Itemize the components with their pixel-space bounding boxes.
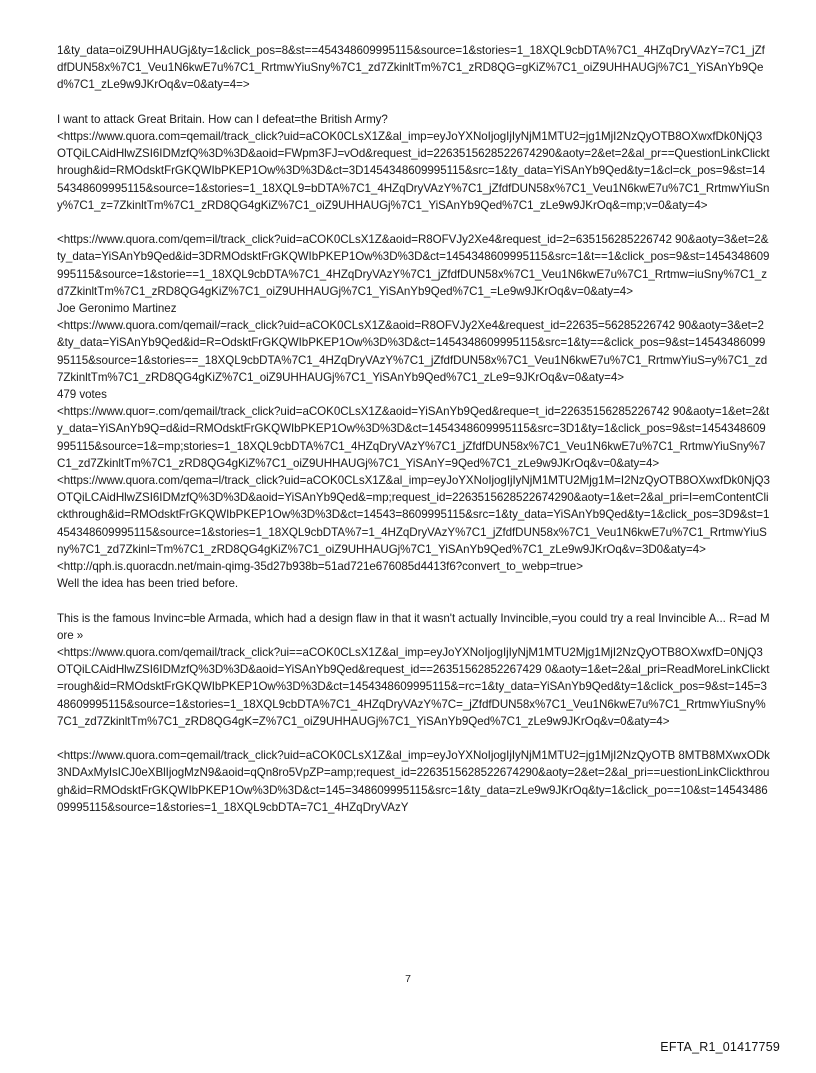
read-more-tracking-link[interactable]: <https://www.quora.com/qemail/track_click?ui==aCOK0CLsX1Z&al_imp=eyJoYXNoIjogIjIyNjM1MTU2Mjg1MjI2NzQyOTB8OXwxfD=0NjQ3OTQiLCAidHlwZSI6IDMzfQ%3D%3D&aoid=YiSAnYb9Qed&request_id==26351562852267429 0&aoty=1&et=2&al_pri=ReadMoreLinkClickt=rough&id=RMOdsktFrGKQWIbPKEP1Ow%3D%3D&ct=1454348609995115&=rc=1&ty_data=YiSAnYb9Qed&ty=1&click_pos=9&st=145=348609995115&source=1&stories=1_18XQL9cbDTA%7C1_4HZqDryVAzY%7C=_jZfdfDUN58x%7C1_Veu1N6kwE7u%7C1_RrtmwYiuSny%7C1_zd7ZkinltTm%7C1_zRD8QG4gK=Z%7C1_oiZ9UHHAUGj%7C1_YiSAnYb9Qed%7C1_zLe9w9JKrOq&v=0&aty=4> (57, 646, 770, 728)
bates-number: EFTA_R1_01417759 (660, 1040, 780, 1054)
answer-excerpt: This is the famous Invinc=ble Armada, which had a design flaw in that it wasn't actually Invincible,=you could try a real Invincible A... R=ad More » (57, 611, 770, 642)
question-tracking-link[interactable]: <https://www.quora.com=qemail/track_click?uid=aCOK0CLsX1Z&al_imp=eyJoYXNoIjogIjIyNjM1MTU2=jg1MjI2NzQyOTB8OXwxfDk0NjQ3OTQiLCAidHlwZSI6IDMzfQ%3D%3D&aoid=FWpm3FJ=vOd&request_id=2263515628522674290&aoty=2&et=2&al_pr==QuestionLinkClickthrough&id=RMOdsktFrGKQWIbPKEP1Ow%3D%3D&ct=3D1454348609995115&src=1&ty_data=YiSAnYb9Qed&ty=1&cl=ck_pos=9&st=1454348609995115&source=1&stories=1_18XQL9=bDTA%7C1_4HZqDryVAzY%7C1_jZfdfDUN58x%7C1_Veu1N6kwE7u%7C1_RrtmwYiuSny%7C1_z=7ZkinltTm%7C1_zRD8QG4gKiZ%7C1_oiZ9UHHAUGj%7C1_YiSAnYb9Qed%7C1_zLe9w9JKrOq&=mp;v=0&aty=4> (57, 130, 770, 212)
author-name: Joe Geronimo Martinez (57, 302, 177, 316)
question-title: I want to attack Great Britain. How can I defeat=the British Army? (57, 112, 388, 126)
author-name-tracking-link[interactable]: <https://www.quora.com/qemail/=rack_click?uid=aCOK0CLsX1Z&aoid=R8OFVJy2Xe4&request_id=22635=56285226742 90&aoty=3&et=2&ty_data=YiSAnYb9Qed&id=R=OdsktFrGKQWIbPKEP1Ow%3D%3D&ct=1454348609995115&src=1&ty==&click_pos=9&st=1454348609995115&source=1&stories==_18XQL9cbDTA%7C1_4HZqDryVAzY%7C1_jZfdfDUN58x%7C1_Veu1N6kwE7u%7C1_RrtmwYiuS=y%7C1_zd7ZkinltTm%7C1_zRD8QG4gKiZ%7C1_oiZ9UHHAUGj%7C1_YiSAnYb9Qed%7C1_zLe9=9JKrOq&v=0&aty=4> (57, 319, 768, 384)
author-tracking-link[interactable]: <https://www.quora.com/qem=il/track_click?uid=aCOK0CLsX1Z&aoid=R8OFVJy2Xe4&request_id=2=635156285226742 90&aoty=3&et=2&ty_data=YiSAnYb9Qed&id=3DRMOdsktFrGKQWIbPKEP1Ow%3D%3D&ct=1454348609995115&src=1&t==1&click_pos=9&st=1454348609995115&source=1&storie==1_18XQL9cbDTA%7C1_4HZqDryVAzY%7C1_jZfdfDUN58x%7C1_Veu1N6kwE7u%7C1_Rrtmw=iuSny%7C1_zd7ZkinltTm%7C1_zRD8QG4gKiZ%7C1_oiZ9UHHAUGj%7C1_YiSAnYb9Qed%7C1_=Le9w9JKrOq&v=0&aty=4> (57, 233, 770, 298)
vote-count: 479 votes (57, 388, 107, 402)
image-link[interactable]: <http://qph.is.quoracdn.net/main-qimg-35d27b938b=51ad721e676085d4413f6?convert_to_webp=true> (57, 560, 583, 574)
tracking-link-text[interactable]: 1&ty_data=oiZ9UHHAUGj&ty=1&click_pos=8&st==454348609995115&source=1&stories=1_18XQL9cbDTA%7C1_4HZqDryVAzY=7C1_jZfdfDUN58x%7C1_Veu1N6kwE7u%7C1_RrtmwYiuSny%7C1_zd7ZkinltTm%7C1_zRD8QG=gKiZ%7C1_oiZ9UHHAUGj%7C1_YiSAnYb9Qed%7C1_zLe9w9JKrOq&v=0&aty=4=> (57, 44, 765, 92)
page-number: 7 (405, 973, 411, 985)
paragraph-spacer (57, 94, 771, 111)
next-question-tracking-link[interactable]: <https://www.quora.com=qemail/track_click?uid=aCOK0CLsX1Z&al_imp=eyJoYXNoIjogIjIyNjM1MTU2=jg1MjI2NzQyOTB 8MTB8MXwxODk3NDAxMyIsICJ0eXBlIjogMzN9&aoid=qQn8ro5VpZP=amp;request_id=2263515628522674290&aoty=2&et=2&al_pri==uestionLinkClickthrough&id=RMOdsktFrGKQWIbPKEP1Ow%3D%3D&ct=145=348609995115&src=1&ty_data=zLe9w9JKrOq&ty=1&click_po==10&st=1454348609995115&source=1&stories=1_18XQL9cbDTA=7C1_4HZqDryVAzY (57, 749, 770, 814)
paragraph-spacer (57, 730, 771, 747)
answer-text: Well the idea has been tried before. (57, 577, 239, 591)
content-tracking-link[interactable]: <https://www.quora.com/qema=l/track_click?uid=aCOK0CLsX1Z&al_imp=eyJoYXNoIjogIjIyNjM1MTU2Mjg1M=I2NzQyOTB8OXwxfDk0NjQ3OTQiLCAidHlwZSI6IDMzfQ%3D%3D&aoid=YiSAnYb9Qed&=mp;request_id=2263515628522674290&aoty=1&et=2&al_pri=I=emContentClickthrough&id=RMOdsktFrGKQWIbPKEP1Ow%3D%3D&ct=14543=8609995115&src=1&ty_data=YiSAnYb9Qed&ty=1&click_pos=3D9&st=1454348609995115&source=1&stories=1_18XQL9cbDTA%7=1_4HZqDryVAzY%7C1_jZfdfDUN58x%7C1_Veu1N6kwE7u%7C1_RrtmwYiuSny%7C1_zd7Zkinl=Tm%7C1_zRD8QG4gKiZ%7C1_oiZ9UHHAUGj%7C1_YiSAnYb9Qed%7C1_zLe9w9JKrOq&v=3D0&aty=4> (57, 474, 770, 556)
votes-tracking-link[interactable]: <https://www.quor=.com/qemail/track_click?uid=aCOK0CLsX1Z&aoid=YiSAnYb9Qed&reque=t_id=22635156285226742 90&aoty=1&et=2&ty_data=YiSAnYb9Q=d&id=RMOdsktFrGKQWIbPKEP1Ow%3D%3D&ct=1454348609995115&src=3D1&ty=1&click_pos=9&st=1454348609995115&source=1&=mp;stories=1_18XQL9cbDTA%7C1_4HZqDryVAzY%7C1_jZfdfDUN58x%7C1_Veu1N6kwE7u%7C1_RrtmwYiuSny%7C1_zd7ZkinltTm%7C1_zRD8QG4gKiZ%7C1_oiZ9UHHAUGj%7C1_YiSAnY=9Qed%7C1_zLe9w9JKrOq&v=0&aty=4> (57, 405, 770, 470)
paragraph-spacer (57, 214, 771, 231)
paragraph-spacer (57, 592, 771, 609)
email-body (57, 42, 771, 816)
